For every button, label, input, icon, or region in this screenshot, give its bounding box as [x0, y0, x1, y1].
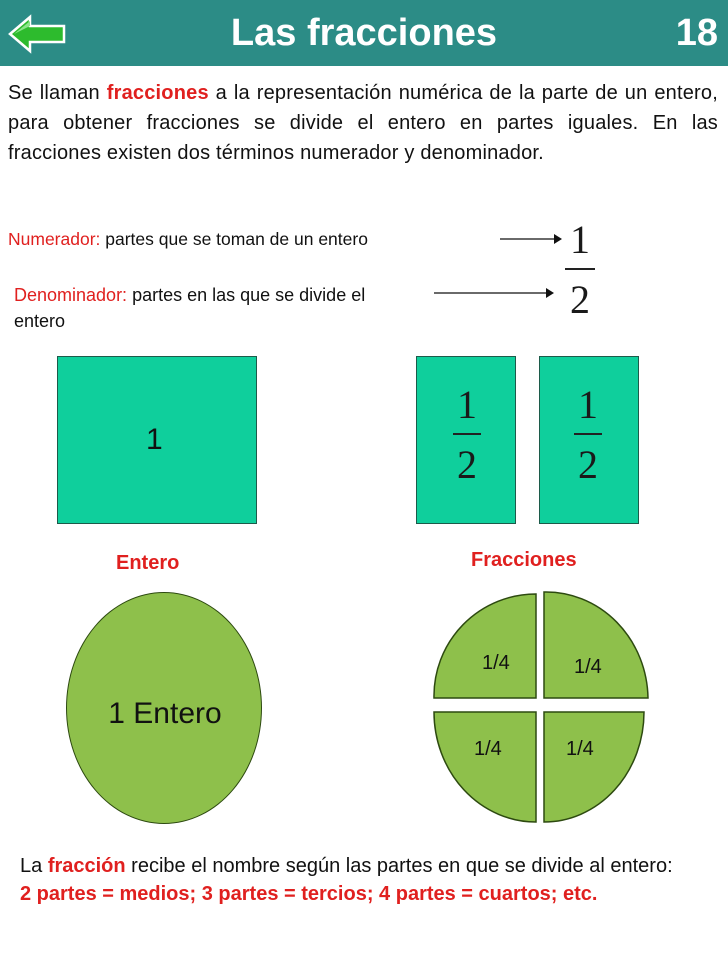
numerator-definition — [8, 226, 498, 252]
quarter-top-right — [544, 592, 648, 698]
whole-circle-label: 1 Entero — [108, 697, 222, 730]
numerator-text: partes que se toman de un entero — [100, 229, 368, 249]
fraction-bar — [565, 268, 595, 270]
half-box-1-numerator: 1 — [457, 382, 477, 427]
page-number: 18 — [675, 12, 718, 54]
intro-highlight: fracciones — [106, 82, 209, 104]
whole-box-label: 1 — [146, 423, 163, 456]
quarter-label-bottom-right: 1/4 — [566, 738, 594, 760]
denominator-arrow-icon — [434, 286, 554, 300]
fracciones-caption: Fracciones — [471, 549, 577, 571]
fraction-bar — [574, 433, 602, 435]
example-denominator: 2 — [570, 277, 590, 322]
footer-text-end: recibe el nombre según las partes en que se divide al entero: — [125, 855, 673, 877]
fraction-bar — [453, 433, 481, 435]
half-box-2-numerator: 1 — [578, 382, 598, 427]
intro-text-end: a la representación numérica de la parte de un entero, para obtener fracciones se divide el entero en partes iguales. En las fracciones existen dos términos numerador y denominador. — [8, 82, 718, 164]
half-box-1 — [416, 356, 516, 524]
quarter-label-top-left: 1/4 — [482, 652, 510, 674]
denominator-definition — [14, 282, 404, 334]
example-fraction — [560, 217, 600, 322]
footer-highlight: fracción — [47, 855, 126, 877]
denominator-text: partes en las que se divide el entero — [14, 285, 366, 331]
quarter-bottom-left — [434, 712, 536, 822]
quartered-circle — [430, 590, 652, 826]
footer-rule: 2 partes = medios; 3 partes = tercios; 4 partes = cuartos; etc. — [20, 883, 598, 905]
intro-paragraph — [8, 78, 718, 168]
half-box-2 — [539, 356, 639, 524]
whole-box — [57, 356, 257, 524]
quarter-label-top-right: 1/4 — [574, 656, 602, 678]
quarter-top-left — [434, 594, 536, 698]
footer-text-start: La — [20, 855, 48, 877]
half-box-2-denominator: 2 — [578, 442, 598, 487]
quarter-label-bottom-left: 1/4 — [474, 738, 502, 760]
half-box-2-fraction — [570, 382, 606, 487]
numerator-term: Numerador: — [8, 229, 101, 249]
example-numerator: 1 — [570, 217, 590, 262]
entero-caption: Entero — [116, 552, 180, 574]
numerator-arrow-icon — [500, 232, 562, 246]
quarter-bottom-right — [544, 712, 644, 822]
page-title: Las fracciones — [230, 12, 498, 54]
footer-paragraph — [20, 852, 710, 908]
denominator-term: Denominador: — [14, 285, 128, 305]
half-box-1-fraction — [449, 382, 485, 487]
intro-text-start: Se llaman — [8, 82, 107, 104]
header-bar — [0, 0, 728, 66]
half-box-1-denominator: 2 — [457, 442, 477, 487]
whole-circle — [66, 592, 262, 824]
